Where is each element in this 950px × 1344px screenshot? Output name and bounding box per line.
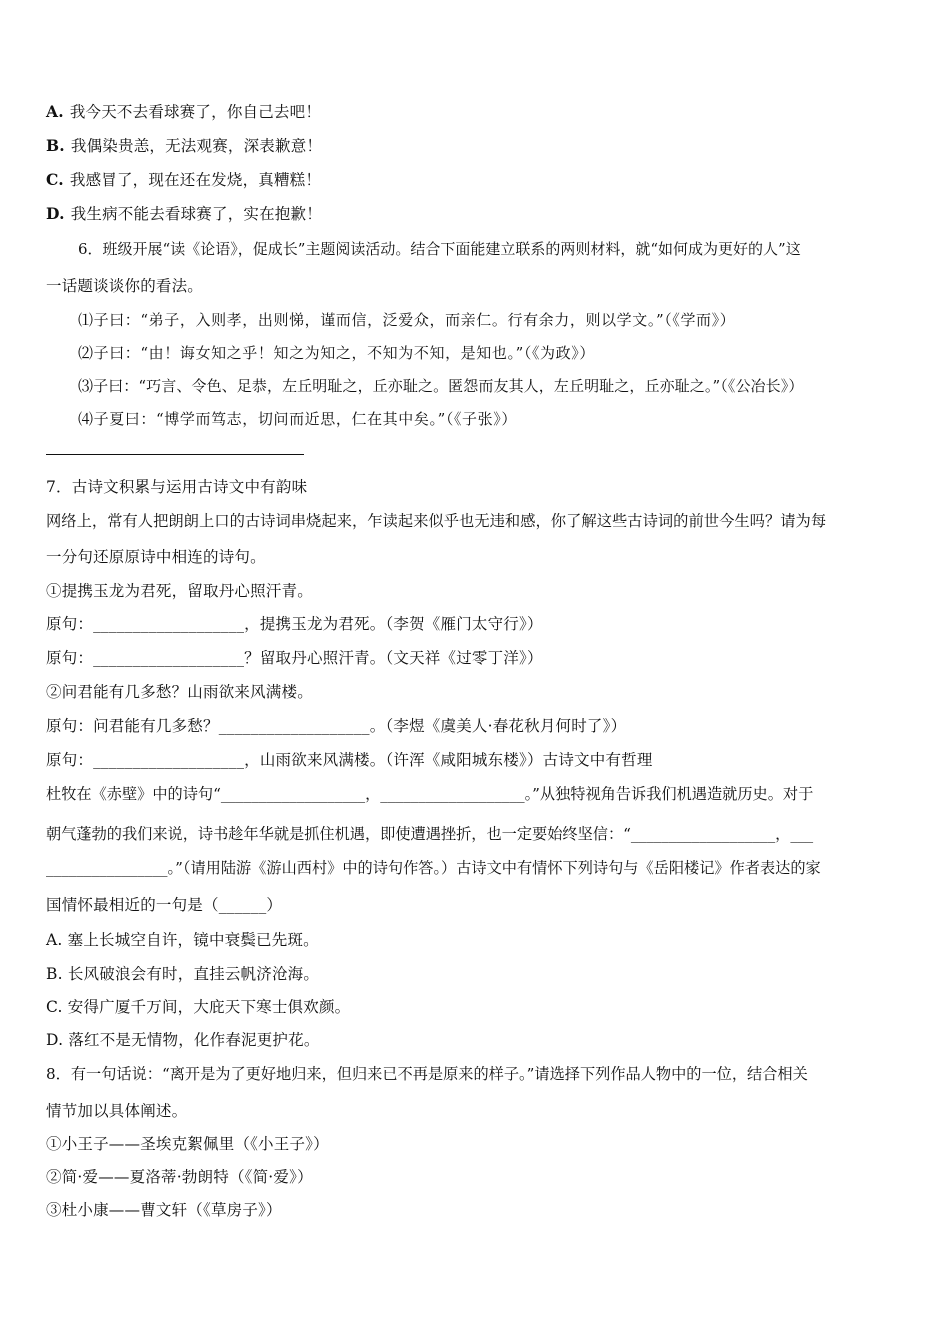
q8-choice-3: ③杜小康——曹文轩（《草房子》） bbox=[46, 1201, 282, 1219]
q7-line: 国情怀最相近的一句是（______） bbox=[46, 896, 283, 914]
q7-line: 网络上，常有人把朗朗上口的古诗词串烧起来，乍读起来似乎也无违和感，你了解这些古诗词的前世今生吗？请为每 bbox=[46, 512, 827, 530]
q5-option-b: B. 我偶染贵恙，无法观赛，深表歉意！ bbox=[46, 136, 323, 155]
q8-stem-line1: 8．有一句话说：“离开是为了更好地归来，但归来已不再是原来的样子。”请选择下列作品人物中的一位，结合相关 bbox=[46, 1065, 808, 1083]
q7-line: ①提携玉龙为君死，留取丹心照汗青。 bbox=[46, 582, 313, 600]
q7-heading: 7．古诗文积累与运用古诗文中有韵味 bbox=[46, 478, 308, 496]
q5-option-c: C. 我感冒了，现在还在发烧，真糟糕！ bbox=[46, 170, 322, 189]
q8-choice-2: ②简·爱——夏洛蒂·勃朗特（《简·爱》） bbox=[46, 1168, 313, 1186]
q6-quote-3: ⑶子曰：“巧言、令色、足恭，左丘明耻之，丘亦耻之。匿怨而友其人，左丘明耻之，丘亦耻之。”（《公冶长》） bbox=[78, 377, 804, 395]
q7-fill-line: 杜牧在《赤壁》中的诗句“___________________，___________________。”从独特视角告诉我们机遇造就历史。对于 bbox=[46, 785, 814, 803]
q7-option-c: C. 安得广厦千万间，大庇天下寒士俱欢颜。 bbox=[46, 998, 351, 1016]
q8-stem-line2: 情节加以具体阐述。 bbox=[46, 1102, 188, 1120]
q6-stem-line2: 一话题谈谈你的看法。 bbox=[46, 277, 204, 295]
q7-fill-line: 原句：问君能有几多愁？___________________。（李煜《虞美人·春花秋月何时了》） bbox=[46, 717, 627, 735]
q6-quote-1: ⑴子曰：“弟子，入则孝，出则悌，谨而信，泛爱众，而亲仁。行有余力，则以学文。”（《学而》） bbox=[78, 311, 736, 329]
q7-fill-line: ________________。”（请用陆游《游山西村》中的诗句作答。）古诗文中有情怀下列诗句与《岳阳楼记》作者表达的家 bbox=[46, 859, 821, 877]
q7-fill-line: 原句：___________________，山雨欲来风满楼。（许浑《咸阳城东楼》）古诗文中有哲理 bbox=[46, 751, 653, 769]
answer-line bbox=[46, 454, 304, 455]
q7-option-b: B. 长风破浪会有时，直挂云帆济沧海。 bbox=[46, 965, 320, 983]
q7-fill-line: 朝气蓬勃的我们来说，诗书趁年华就是抓住机遇，即使遭遇挫折，也一定要始终坚信：“___________________，___ bbox=[46, 825, 814, 843]
q6-quote-2: ⑵子曰：“由！诲女知之乎！知之为知之，不知为不知，是知也。”（《为政》） bbox=[78, 344, 595, 362]
q7-line: 一分句还原原诗中相连的诗句。 bbox=[46, 548, 266, 566]
q5-option-a: A. 我今天不去看球赛了，你自己去吧！ bbox=[46, 102, 322, 121]
q8-choice-1: ①小王子——圣埃克絮佩里（《小王子》） bbox=[46, 1135, 329, 1153]
q6-quote-4: ⑷子夏曰：“博学而笃志，切问而近思，仁在其中矣。”（《子张》） bbox=[78, 410, 517, 428]
q7-line: ②问君能有几多愁？山雨欲来风满楼。 bbox=[46, 683, 313, 701]
q7-option-d: D. 落红不是无情物，化作春泥更护花。 bbox=[46, 1031, 320, 1049]
q7-fill-line: 原句：___________________？留取丹心照汗青。（文天祥《过零丁洋》） bbox=[46, 649, 543, 667]
q7-option-a: A. 塞上长城空自许，镜中衰鬓已先斑。 bbox=[46, 931, 319, 949]
q5-option-d: D. 我生病不能去看球赛了，实在抱歉！ bbox=[46, 204, 322, 223]
q7-fill-line: 原句：___________________，提携玉龙为君死。（李贺《雁门太守行》） bbox=[46, 615, 543, 633]
q6-stem-line1: 6．班级开展“读《论语》，促成长”主题阅读活动。结合下面能建立联系的两则材料，就“如何成为更好的人”这 bbox=[78, 240, 801, 258]
